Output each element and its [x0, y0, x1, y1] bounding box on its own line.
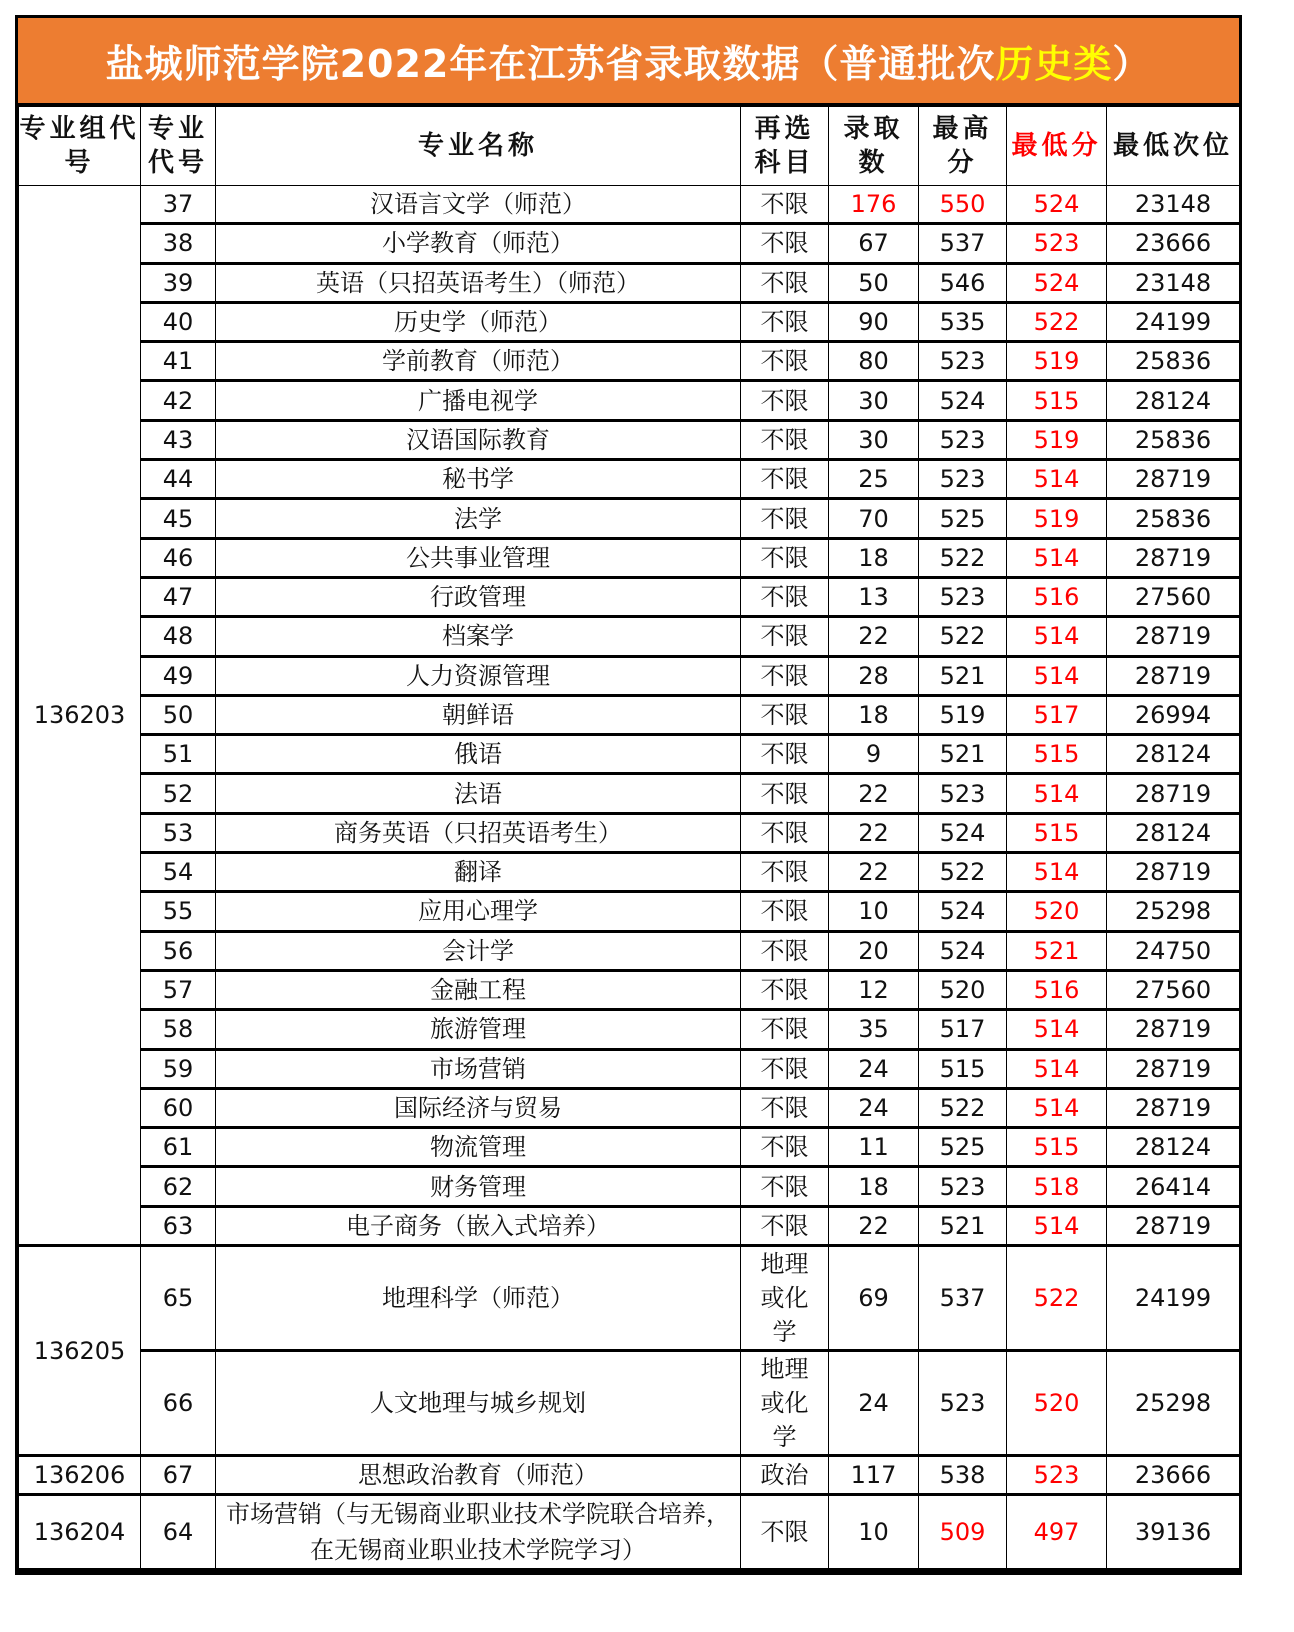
- elective-cell: 不限: [741, 931, 829, 970]
- elective-cell: 不限: [741, 302, 829, 341]
- max-score-cell: 523: [919, 460, 1007, 499]
- admitted-cell: 50: [829, 263, 919, 302]
- min-rank-cell: 28124: [1107, 381, 1240, 420]
- min-rank-cell: 28124: [1107, 813, 1240, 852]
- major-code-cell: 64: [141, 1495, 216, 1570]
- major-name-cell: 会计学: [216, 931, 741, 970]
- max-score-cell: 521: [919, 1206, 1007, 1245]
- major-code-cell: 62: [141, 1167, 216, 1206]
- elective-cell: 不限: [741, 1495, 829, 1570]
- admitted-cell: 25: [829, 460, 919, 499]
- min-score-cell: 520: [1007, 1351, 1107, 1456]
- min-rank-cell: 28719: [1107, 617, 1240, 656]
- min-score-cell: 515: [1007, 735, 1107, 774]
- min-score-cell: 514: [1007, 617, 1107, 656]
- major-code-cell: 58: [141, 1010, 216, 1049]
- table-row: [19, 342, 1240, 381]
- admitted-cell: 11: [829, 1128, 919, 1167]
- major-code-cell: 60: [141, 1088, 216, 1127]
- min-rank-cell: 28719: [1107, 538, 1240, 577]
- admitted-cell: 30: [829, 381, 919, 420]
- major-code-cell: 51: [141, 735, 216, 774]
- min-rank-cell: 23666: [1107, 224, 1240, 263]
- table-row: [19, 1088, 1240, 1127]
- major-code-cell: 46: [141, 538, 216, 577]
- major-name-cell: 国际经济与贸易: [216, 1088, 741, 1127]
- max-score-cell: 524: [919, 813, 1007, 852]
- admitted-cell: 20: [829, 931, 919, 970]
- min-score-cell: 523: [1007, 224, 1107, 263]
- table-row: [19, 460, 1240, 499]
- table-row: [19, 695, 1240, 734]
- major-name-cell: 地理科学（师范）: [216, 1246, 741, 1351]
- min-score-cell: 497: [1007, 1495, 1107, 1570]
- major-name-cell: 公共事业管理: [216, 538, 741, 577]
- table-row: [19, 1010, 1240, 1049]
- max-score-cell: 524: [919, 931, 1007, 970]
- major-name-cell: 汉语国际教育: [216, 420, 741, 459]
- major-code-cell: 39: [141, 263, 216, 302]
- elective-cell: 地理或化学: [741, 1246, 829, 1351]
- header-min-score: 最低分: [1007, 107, 1107, 186]
- table-row: [19, 499, 1240, 538]
- major-code-cell: 42: [141, 381, 216, 420]
- elective-cell: 不限: [741, 381, 829, 420]
- major-name-cell: 汉语言文学（师范）: [216, 186, 741, 224]
- min-rank-cell: 27560: [1107, 577, 1240, 616]
- major-name-cell: 人力资源管理: [216, 656, 741, 695]
- min-score-cell: 519: [1007, 420, 1107, 459]
- major-code-cell: 50: [141, 695, 216, 734]
- header-min-rank: 最低次位: [1107, 107, 1240, 186]
- table-row: [19, 1351, 1240, 1456]
- table-row: [19, 1206, 1240, 1245]
- max-score-cell: 519: [919, 695, 1007, 734]
- min-score-cell: 520: [1007, 892, 1107, 931]
- elective-cell: 不限: [741, 1206, 829, 1245]
- major-code-cell: 56: [141, 931, 216, 970]
- table-row: [19, 1128, 1240, 1167]
- header-row: [19, 107, 1240, 186]
- admitted-cell: 90: [829, 302, 919, 341]
- header-major-name: 专业名称: [216, 107, 741, 186]
- major-code-cell: 59: [141, 1049, 216, 1088]
- major-name-cell: 人文地理与城乡规划: [216, 1351, 741, 1456]
- major-name-cell: 物流管理: [216, 1128, 741, 1167]
- major-name-cell: 市场营销（与无锡商业职业技术学院联合培养，在无锡商业职业技术学院学习）: [216, 1495, 741, 1570]
- major-code-cell: 61: [141, 1128, 216, 1167]
- elective-cell: 不限: [741, 577, 829, 616]
- min-rank-cell: 28124: [1107, 1128, 1240, 1167]
- table-row: [19, 931, 1240, 970]
- major-code-cell: 38: [141, 224, 216, 263]
- min-score-cell: 519: [1007, 342, 1107, 381]
- admitted-cell: 22: [829, 813, 919, 852]
- title-end: ）: [1112, 42, 1152, 86]
- min-score-cell: 517: [1007, 695, 1107, 734]
- min-score-cell: 514: [1007, 538, 1107, 577]
- admitted-cell: 22: [829, 774, 919, 813]
- elective-cell: 不限: [741, 186, 829, 224]
- admitted-cell: 10: [829, 892, 919, 931]
- major-code-cell: 40: [141, 302, 216, 341]
- group-code-cell: 136203: [19, 186, 141, 1246]
- max-score-cell: 524: [919, 892, 1007, 931]
- min-rank-cell: 24750: [1107, 931, 1240, 970]
- elective-cell: 政治: [741, 1456, 829, 1495]
- min-score-cell: 521: [1007, 931, 1107, 970]
- header-max-score: 最高分: [919, 107, 1007, 186]
- admitted-cell: 18: [829, 695, 919, 734]
- admitted-cell: 30: [829, 420, 919, 459]
- major-name-cell: 档案学: [216, 617, 741, 656]
- min-rank-cell: 25836: [1107, 499, 1240, 538]
- min-rank-cell: 25298: [1107, 892, 1240, 931]
- elective-cell: 不限: [741, 735, 829, 774]
- min-score-cell: 514: [1007, 774, 1107, 813]
- major-code-cell: 54: [141, 853, 216, 892]
- major-code-cell: 48: [141, 617, 216, 656]
- elective-cell: 不限: [741, 774, 829, 813]
- max-score-cell: 521: [919, 735, 1007, 774]
- min-score-cell: 515: [1007, 381, 1107, 420]
- max-score-cell: 523: [919, 1351, 1007, 1456]
- table-row: [19, 420, 1240, 459]
- min-score-cell: 514: [1007, 1010, 1107, 1049]
- min-rank-cell: 28719: [1107, 1049, 1240, 1088]
- table-title: [18, 18, 1239, 106]
- major-code-cell: 55: [141, 892, 216, 931]
- major-name-cell: 广播电视学: [216, 381, 741, 420]
- group-code-cell: 136206: [19, 1456, 141, 1495]
- min-rank-cell: 24199: [1107, 302, 1240, 341]
- admitted-cell: 24: [829, 1049, 919, 1088]
- table-row: [19, 186, 1240, 224]
- admitted-cell: 9: [829, 735, 919, 774]
- max-score-cell: 522: [919, 1088, 1007, 1127]
- min-score-cell: 518: [1007, 1167, 1107, 1206]
- min-rank-cell: 28719: [1107, 1088, 1240, 1127]
- max-score-cell: 523: [919, 577, 1007, 616]
- min-score-cell: 516: [1007, 970, 1107, 1009]
- major-code-cell: 47: [141, 577, 216, 616]
- major-code-cell: 66: [141, 1351, 216, 1456]
- admitted-cell: 18: [829, 538, 919, 577]
- min-rank-cell: 24199: [1107, 1246, 1240, 1351]
- table-row: [19, 656, 1240, 695]
- major-code-cell: 37: [141, 186, 216, 224]
- admission-table-sheet: [15, 15, 1242, 1575]
- major-code-cell: 52: [141, 774, 216, 813]
- elective-cell: 不限: [741, 695, 829, 734]
- major-name-cell: 旅游管理: [216, 1010, 741, 1049]
- min-rank-cell: 26994: [1107, 695, 1240, 734]
- max-score-cell: 522: [919, 853, 1007, 892]
- elective-cell: 不限: [741, 1167, 829, 1206]
- table-row: [19, 381, 1240, 420]
- max-score-cell: 550: [919, 186, 1007, 224]
- major-code-cell: 65: [141, 1246, 216, 1351]
- min-score-cell: 514: [1007, 656, 1107, 695]
- min-rank-cell: 23148: [1107, 263, 1240, 302]
- min-rank-cell: 28124: [1107, 735, 1240, 774]
- min-rank-cell: 28719: [1107, 460, 1240, 499]
- table-row: [19, 617, 1240, 656]
- min-score-cell: 524: [1007, 186, 1107, 224]
- table-row: [19, 224, 1240, 263]
- max-score-cell: 522: [919, 617, 1007, 656]
- admitted-cell: 117: [829, 1456, 919, 1495]
- min-rank-cell: 28719: [1107, 853, 1240, 892]
- title-highlight: 历史类: [995, 42, 1113, 86]
- max-score-cell: 523: [919, 420, 1007, 459]
- table-body: [19, 186, 1240, 1570]
- max-score-cell: 520: [919, 970, 1007, 1009]
- table-row: [19, 813, 1240, 852]
- table-row: [19, 892, 1240, 931]
- group-code-cell: 136204: [19, 1495, 141, 1570]
- admitted-cell: 80: [829, 342, 919, 381]
- elective-cell: 不限: [741, 263, 829, 302]
- max-score-cell: 535: [919, 302, 1007, 341]
- min-score-cell: 515: [1007, 813, 1107, 852]
- major-name-cell: 思想政治教育（师范）: [216, 1456, 741, 1495]
- table-row: [19, 1246, 1240, 1351]
- major-code-cell: 44: [141, 460, 216, 499]
- max-score-cell: 524: [919, 381, 1007, 420]
- max-score-cell: 537: [919, 1246, 1007, 1351]
- min-score-cell: 514: [1007, 1088, 1107, 1127]
- max-score-cell: 546: [919, 263, 1007, 302]
- min-rank-cell: 25836: [1107, 342, 1240, 381]
- max-score-cell: 515: [919, 1049, 1007, 1088]
- table-row: [19, 970, 1240, 1009]
- max-score-cell: 509: [919, 1495, 1007, 1570]
- admitted-cell: 176: [829, 186, 919, 224]
- elective-cell: 不限: [741, 853, 829, 892]
- min-score-cell: 522: [1007, 1246, 1107, 1351]
- table-row: [19, 853, 1240, 892]
- table-row: [19, 1495, 1240, 1570]
- table-row: [19, 1167, 1240, 1206]
- admitted-cell: 22: [829, 617, 919, 656]
- elective-cell: 不限: [741, 970, 829, 1009]
- table-row: [19, 263, 1240, 302]
- max-score-cell: 538: [919, 1456, 1007, 1495]
- major-name-cell: 法学: [216, 499, 741, 538]
- table-row: [19, 538, 1240, 577]
- major-code-cell: 53: [141, 813, 216, 852]
- min-score-cell: 514: [1007, 1206, 1107, 1245]
- min-score-cell: 515: [1007, 1128, 1107, 1167]
- major-code-cell: 63: [141, 1206, 216, 1245]
- max-score-cell: 522: [919, 538, 1007, 577]
- major-name-cell: 翻译: [216, 853, 741, 892]
- elective-cell: 不限: [741, 617, 829, 656]
- min-score-cell: 514: [1007, 853, 1107, 892]
- max-score-cell: 523: [919, 342, 1007, 381]
- admitted-cell: 12: [829, 970, 919, 1009]
- min-score-cell: 524: [1007, 263, 1107, 302]
- min-rank-cell: 28719: [1107, 1010, 1240, 1049]
- admitted-cell: 35: [829, 1010, 919, 1049]
- major-name-cell: 朝鲜语: [216, 695, 741, 734]
- admitted-cell: 28: [829, 656, 919, 695]
- major-name-cell: 应用心理学: [216, 892, 741, 931]
- table-row: [19, 1456, 1240, 1495]
- header-group-code: 专业组代号: [19, 107, 141, 186]
- table-row: [19, 577, 1240, 616]
- major-name-cell: 秘书学: [216, 460, 741, 499]
- header-admitted: 录取数: [829, 107, 919, 186]
- min-score-cell: 514: [1007, 1049, 1107, 1088]
- max-score-cell: 521: [919, 656, 1007, 695]
- elective-cell: 不限: [741, 813, 829, 852]
- header-elective: 再选科目: [741, 107, 829, 186]
- admitted-cell: 70: [829, 499, 919, 538]
- major-name-cell: 金融工程: [216, 970, 741, 1009]
- min-rank-cell: 23666: [1107, 1456, 1240, 1495]
- major-name-cell: 财务管理: [216, 1167, 741, 1206]
- table-row: [19, 774, 1240, 813]
- elective-cell: 不限: [741, 1049, 829, 1088]
- major-name-cell: 英语（只招英语考生）（师范）: [216, 263, 741, 302]
- title-main: 盐城师范学院2022年在江苏省录取数据（普通批次: [105, 42, 996, 86]
- elective-cell: 不限: [741, 499, 829, 538]
- min-rank-cell: 28719: [1107, 774, 1240, 813]
- admitted-cell: 22: [829, 853, 919, 892]
- major-name-cell: 俄语: [216, 735, 741, 774]
- major-code-cell: 43: [141, 420, 216, 459]
- min-score-cell: 519: [1007, 499, 1107, 538]
- major-name-cell: 学前教育（师范）: [216, 342, 741, 381]
- min-rank-cell: 25298: [1107, 1351, 1240, 1456]
- major-name-cell: 市场营销: [216, 1049, 741, 1088]
- major-code-cell: 41: [141, 342, 216, 381]
- min-score-cell: 514: [1007, 460, 1107, 499]
- major-code-cell: 67: [141, 1456, 216, 1495]
- major-name-cell: 行政管理: [216, 577, 741, 616]
- admitted-cell: 10: [829, 1495, 919, 1570]
- min-rank-cell: 26414: [1107, 1167, 1240, 1206]
- elective-cell: 不限: [741, 892, 829, 931]
- admitted-cell: 24: [829, 1088, 919, 1127]
- min-rank-cell: 27560: [1107, 970, 1240, 1009]
- max-score-cell: 517: [919, 1010, 1007, 1049]
- header-major-code: 专业代号: [141, 107, 216, 186]
- table-row: [19, 735, 1240, 774]
- major-name-cell: 历史学（师范）: [216, 302, 741, 341]
- admitted-cell: 13: [829, 577, 919, 616]
- elective-cell: 不限: [741, 224, 829, 263]
- elective-cell: 不限: [741, 1010, 829, 1049]
- admitted-cell: 18: [829, 1167, 919, 1206]
- group-code-cell: 136205: [19, 1246, 141, 1456]
- table-row: [19, 302, 1240, 341]
- min-rank-cell: 23148: [1107, 186, 1240, 224]
- min-rank-cell: 25836: [1107, 420, 1240, 459]
- elective-cell: 不限: [741, 420, 829, 459]
- max-score-cell: 525: [919, 499, 1007, 538]
- major-code-cell: 49: [141, 656, 216, 695]
- min-score-cell: 516: [1007, 577, 1107, 616]
- min-rank-cell: 39136: [1107, 1495, 1240, 1570]
- admission-table: [18, 106, 1240, 1571]
- min-rank-cell: 28719: [1107, 1206, 1240, 1245]
- min-score-cell: 522: [1007, 302, 1107, 341]
- admitted-cell: 22: [829, 1206, 919, 1245]
- admitted-cell: 69: [829, 1246, 919, 1351]
- admitted-cell: 24: [829, 1351, 919, 1456]
- table-row: [19, 1049, 1240, 1088]
- min-rank-cell: 28719: [1107, 656, 1240, 695]
- elective-cell: 地理或化学: [741, 1351, 829, 1456]
- elective-cell: 不限: [741, 1128, 829, 1167]
- admitted-cell: 67: [829, 224, 919, 263]
- max-score-cell: 523: [919, 1167, 1007, 1206]
- major-name-cell: 商务英语（只招英语考生）: [216, 813, 741, 852]
- major-name-cell: 法语: [216, 774, 741, 813]
- elective-cell: 不限: [741, 460, 829, 499]
- major-name-cell: 电子商务（嵌入式培养）: [216, 1206, 741, 1245]
- min-score-cell: 523: [1007, 1456, 1107, 1495]
- elective-cell: 不限: [741, 656, 829, 695]
- max-score-cell: 537: [919, 224, 1007, 263]
- major-name-cell: 小学教育（师范）: [216, 224, 741, 263]
- elective-cell: 不限: [741, 538, 829, 577]
- major-code-cell: 45: [141, 499, 216, 538]
- elective-cell: 不限: [741, 1088, 829, 1127]
- major-code-cell: 57: [141, 970, 216, 1009]
- elective-cell: 不限: [741, 342, 829, 381]
- max-score-cell: 525: [919, 1128, 1007, 1167]
- max-score-cell: 523: [919, 774, 1007, 813]
